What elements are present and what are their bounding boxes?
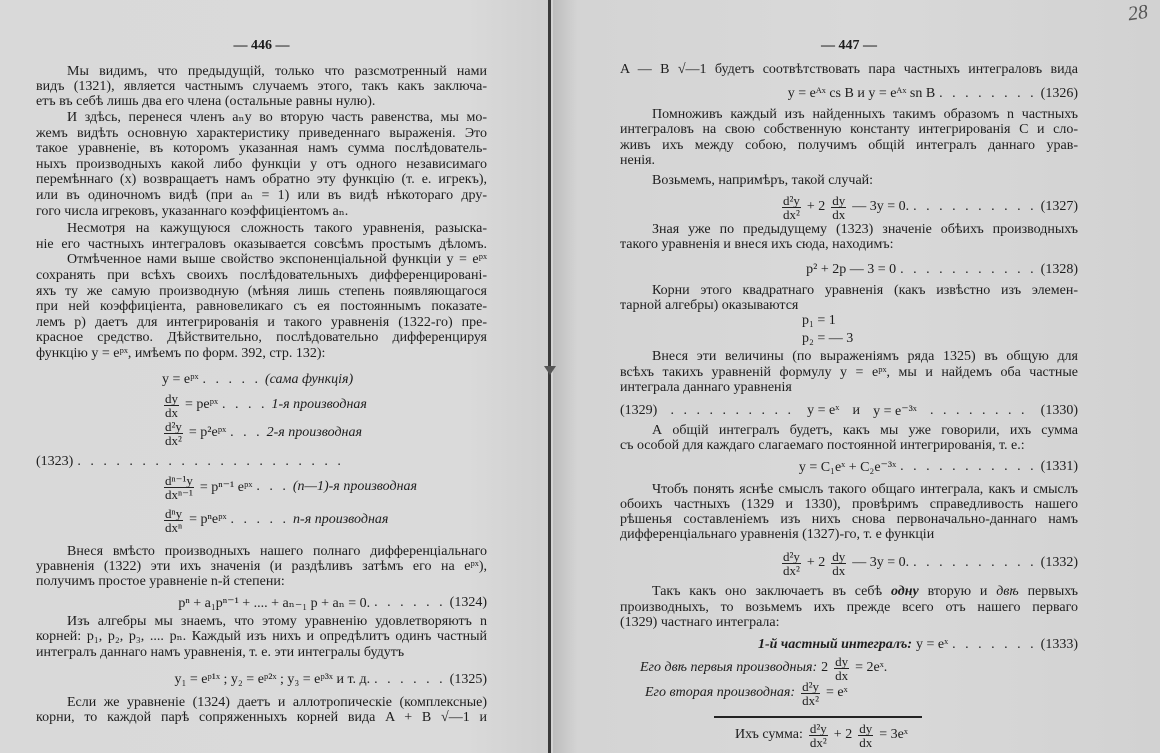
equation-1329-1330 (620, 396, 1078, 426)
text-line: Чтобъ понять яснѣе смыслъ такого общаго интеграла, какъ и смыслъ (652, 482, 1078, 497)
handwritten-note: 28 (1126, 0, 1150, 26)
formula: y = eˣ (916, 637, 949, 652)
formula: — 3y = 0. (852, 199, 910, 214)
text-line (652, 584, 1078, 600)
book-spine (548, 0, 551, 753)
leader-dots: . . . (256, 479, 289, 494)
text-line: интегралъ даннаго намъ уравненія, т. е. эти интегралы будутъ (36, 645, 405, 660)
fraction (164, 420, 183, 447)
text-line: или въ одиночномъ видѣ (при aₙ = 1) или въ видѣ нѣкотораго дру- (36, 188, 487, 203)
text-line: тарной алгебры) оказываются (620, 298, 799, 313)
leader-dots: . . . . . . (374, 595, 446, 610)
leader-dots: . . . . . . . . (930, 403, 1028, 418)
text-line: Зная уже по предыдущему (1323) значеніе обѣихъ производныхъ (652, 222, 1078, 237)
text-line: Мы видимъ, что предыдущій, только что разсмотренный нами (67, 64, 487, 79)
equation-number: (1325) (449, 672, 487, 687)
derivation-row-n-1 (162, 472, 417, 502)
equation-1328 (620, 255, 1078, 285)
formula-label: (сама функція) (265, 372, 354, 387)
equation-1326 (620, 79, 1078, 109)
text-line: ныхъ производныхъ какой либо функціи y отъ одного независимаго (36, 157, 487, 172)
text-line: видъ (1321), является частнымъ случаемъ этого, такъ какъ заключа- (36, 79, 487, 94)
numerator: dy (835, 653, 849, 669)
formula: y = eᴬˣ cs B и y = eᴬˣ sn B (787, 86, 936, 101)
text-line: Помноживъ каждый изъ найденныхъ такимъ образомъ n частныхъ (652, 107, 1078, 122)
sum-row (735, 720, 908, 750)
formula: y = eᵖˣ (162, 372, 199, 387)
text-line: ніе его частныхъ интеграловъ оказывается совсѣмъ простымъ дѣломъ. (36, 237, 487, 252)
fraction (164, 507, 183, 534)
text-line: Если же уравненіе (1324) даетъ и аллотропическіе (комплексные) (67, 695, 487, 710)
text-segment: вторую и (927, 584, 988, 599)
spine-marker-icon (544, 366, 556, 375)
sum-divider-line (714, 716, 922, 718)
text-line: сохранять при всѣхъ своихъ послѣдовательныхъ дифференцировані- (36, 268, 487, 283)
denominator: dx² (782, 206, 800, 222)
derivation-row-2 (162, 418, 362, 448)
formula-label: 2-я производная (266, 425, 362, 440)
formula: y₁ = eᵖ¹ˣ ; y₂ = eᵖ²ˣ ; y₃ = eᵖ³ˣ и т. д. (174, 672, 371, 687)
text-line: красное средство. Дѣйствительно, послѣдовательно дифференцируя (36, 330, 487, 345)
text-line: Внеся вмѣсто производныхъ нашего полнаго дифференціальнаго (67, 544, 487, 559)
text-line: такое уравненіе, въ которомъ указанная намъ сумма послѣдователь- (36, 141, 487, 156)
text-line: рѣшенья составленіемъ изъ нихъ снова первоначально-даннаго намъ (620, 512, 1078, 527)
text-line: етъ въ себѣ лишь два его члена (остальные равны нулю). (36, 94, 376, 109)
root-p2: p₂ = — 3 (802, 331, 854, 346)
fraction (801, 680, 820, 707)
text-line: при ней коэффиціента, равновеликаго съ ея постояннымъ показате- (36, 299, 487, 314)
formula: = pⁿeᵖˣ (189, 512, 227, 527)
leader-dots: . . . . . . . . . . (913, 199, 1037, 214)
leader-dots: . . . . . . . . . . . . . . . . . . . . . (77, 454, 344, 469)
fraction (164, 392, 179, 419)
leader-dots: . . . . . . . . (939, 86, 1037, 101)
emphasis: одну (890, 584, 919, 599)
formula: + 2 (806, 555, 826, 570)
leader-dots: . . . . . . (374, 672, 446, 687)
formula: p² + 2p — 3 = 0 (806, 262, 897, 277)
leader-dots: . . . . . . . . . . . (900, 262, 1037, 277)
numerator: dy (832, 192, 846, 208)
equation-number: (1323) (36, 454, 74, 469)
numerator: dy (859, 720, 873, 736)
formula-label: Ихъ сумма: (735, 727, 803, 742)
numerator: d²y (802, 678, 819, 694)
text-line: перемѣннаго (x) возвращаетъ намъ обратно эту функцію (т. е. игрекъ), (36, 172, 487, 187)
leader-dots: . . . . . . . . . . (913, 555, 1037, 570)
leader-dots: . . . . . . . . . . . (900, 459, 1037, 474)
numerator: dy (165, 390, 178, 406)
formula: y = eˣ (807, 403, 840, 418)
text-line: уравненія (1322) эти ихъ значенія (и раздѣливъ затѣмъ его на eᵖˣ), (36, 559, 487, 574)
numerator: d²y (782, 548, 800, 564)
text-line: (1329) частнаго интеграла: (620, 615, 780, 630)
denominator: dx (835, 667, 849, 683)
text-line: гого числа игрековъ, указаннаго коэффиціентомъ aₙ. (36, 204, 349, 219)
equation-number: (1332) (1040, 555, 1078, 570)
denominator: dxⁿ (165, 519, 183, 535)
denominator: dx (832, 206, 846, 222)
text-line: И здѣсь, перенеся членъ aₙy во вторую часть равенства, мы мо- (67, 110, 487, 125)
denominator: dx (832, 562, 846, 578)
text-line: ненія. (620, 153, 656, 168)
numerator: dⁿ⁻¹y (165, 472, 193, 488)
formula: = 3eˣ (879, 727, 908, 742)
text-line: обоихъ частныхъ (1329 и 1330), провѣримъ справедливость нашего (620, 497, 1078, 512)
formula: pⁿ + a₁pⁿ⁻¹ + .... + aₙ₋₁ p + aₙ = 0. (178, 595, 371, 611)
text-line: производныхъ, то возьмемъ ихъ прежде всего отъ нашего перваго (620, 600, 1078, 615)
conjunction: и (852, 403, 860, 418)
text-line: такого уравненія и внеся ихъ сюда, находимъ: (620, 237, 894, 252)
numerator: d²y (782, 192, 800, 208)
formula: = p²eᵖˣ (188, 425, 227, 440)
text-line: интеграловъ на свою собственную константу интегрированія C и сло- (620, 122, 1078, 137)
formula: y = C₁eˣ + C₂e⁻³ˣ (798, 459, 897, 475)
formula: = pⁿ⁻¹ eᵖˣ (199, 479, 253, 495)
page-number-right: — 447 — (821, 38, 877, 53)
formula: + 2 (833, 727, 853, 742)
formula-label: (n—1)-я производная (292, 479, 418, 494)
text-line: корней: p₁, p₂, p₃, .... pₙ. Каждый изъ нихъ и опредѣлитъ одинъ частный (36, 629, 487, 644)
fraction (831, 550, 846, 577)
coefficient: 2 (821, 660, 829, 675)
equation-number: (1327) (1040, 199, 1078, 214)
numerator: d²y (809, 720, 827, 736)
denominator: dx (859, 734, 873, 750)
equation-1331 (620, 452, 1078, 482)
equation-number: (1324) (449, 595, 487, 610)
text-line: получимъ простое уравненіе n-й степени: (36, 574, 285, 589)
text-line: функцію y = eᵖˣ, имѣемъ по форм. 392, стр. 132): (36, 346, 326, 361)
leader-dots: . . . . . (230, 512, 290, 527)
equation-number: (1329) (620, 403, 658, 418)
formula: = eˣ (825, 685, 848, 700)
numerator: dⁿy (165, 505, 183, 521)
text-line: съ особой для каждаго слагаемаго постоянной интегрированія, т. е.: (620, 438, 1025, 453)
text-line: A — B √—1 будетъ соотвѣтствовать пара частныхъ интеграловъ вида (620, 62, 1078, 77)
equation-number: (1328) (1040, 262, 1078, 277)
text-line: Изъ алгебры мы знаемъ, что этому уравненію удовлетворяютъ n (67, 614, 487, 629)
leader-dots: . . . . (222, 397, 268, 412)
formula-label: Его двѣ первыя производныя: (640, 660, 818, 675)
denominator: dx² (165, 432, 182, 448)
text-line: дифференціальнаго уравненія (1327)-го, т. е функціи (620, 527, 935, 542)
text-line: всѣхъ такихъ уравненій формулу y = eᵖˣ, мы и найдемъ оба частные (620, 365, 1078, 380)
text-line: корни, то каждой парѣ сопряженныхъ корней вида A + B √—1 и (36, 710, 487, 725)
emphasis: двѣ (996, 584, 1019, 599)
formula: = peᵖˣ (185, 397, 219, 412)
formula: = 2eˣ. (855, 660, 888, 675)
formula-label: Его вторая производная: (645, 685, 796, 700)
text-segment: Такъ какъ оно заключаетъ въ себѣ (652, 584, 883, 599)
denominator: dx² (782, 562, 800, 578)
denominator: dxⁿ⁻¹ (165, 486, 193, 502)
equation-1327 (620, 192, 1078, 222)
text-line: лемъ p) даетъ для интегрированія и такого уравненія (1322-го) пре- (36, 315, 487, 330)
text-line: жемъ видѣть основную характеристику приведеннаго выраженія. Это (36, 126, 487, 141)
equation-1332 (620, 548, 1078, 578)
fraction (782, 550, 801, 577)
formula: y = e⁻³ˣ (873, 403, 917, 419)
text-line: интеграла даннаго уравненія (620, 380, 792, 395)
text-line: Отмѣченное нами выше свойство экспоненціальной функціи y = eᵖˣ (67, 252, 487, 267)
formula: — 3y = 0. (852, 555, 910, 570)
fraction (782, 194, 801, 221)
derivation-row-n (162, 505, 388, 535)
numerator: d²y (165, 418, 182, 434)
equation-1325 (36, 665, 487, 695)
leader-dots: . . . . . (202, 372, 262, 387)
formula-label: n-я производная (293, 512, 389, 527)
text-segment: первыхъ (1027, 584, 1078, 599)
fraction (809, 722, 828, 749)
text-line: Внеся эти величины (по выраженіямъ ряда 1325) въ общую для (652, 349, 1078, 364)
equation-number: (1331) (1040, 459, 1078, 474)
equation-number: (1330) (1040, 403, 1078, 418)
fraction (831, 194, 846, 221)
equation-number: (1333) (1040, 637, 1078, 652)
denominator: dx² (809, 734, 827, 750)
formula-label: 1-й частный интегралъ: (757, 637, 913, 652)
text-line: яхъ ту же самую производную (мѣняя лишь степень появляющагося (36, 284, 487, 299)
fraction (164, 474, 194, 501)
page-number-left: — 446 — (233, 38, 290, 53)
formula: + 2 (806, 199, 826, 214)
text-line: А общій интегралъ будетъ, какъ мы уже говорили, ихъ сумма (652, 423, 1078, 438)
leader-dots: . . . (230, 425, 263, 440)
fraction (858, 722, 873, 749)
equation-number: (1326) (1040, 86, 1078, 101)
derivation-row-1 (162, 390, 367, 420)
leader-dots: . . . . . . . (952, 637, 1037, 652)
text-line: Возьмемъ, напримѣръ, такой случай: (652, 173, 874, 188)
denominator: dx² (802, 692, 819, 708)
text-line: Корни этого квадратнаго уравненія (какъ извѣстно изъ элемен- (652, 283, 1078, 298)
root-p1: p₁ = 1 (802, 313, 836, 328)
text-line: Несмотря на кажущуюся сложность такого уравненія, разыска- (67, 221, 487, 236)
denominator: dx (165, 404, 178, 420)
second-derivative-row (645, 678, 848, 708)
numerator: dy (832, 548, 846, 564)
formula-label: 1-я производная (271, 397, 367, 412)
leader-dots: . . . . . . . . . . (670, 403, 794, 418)
text-line: живъ ихъ между собою, получимъ общій интегралъ даннаго урав- (620, 138, 1078, 153)
